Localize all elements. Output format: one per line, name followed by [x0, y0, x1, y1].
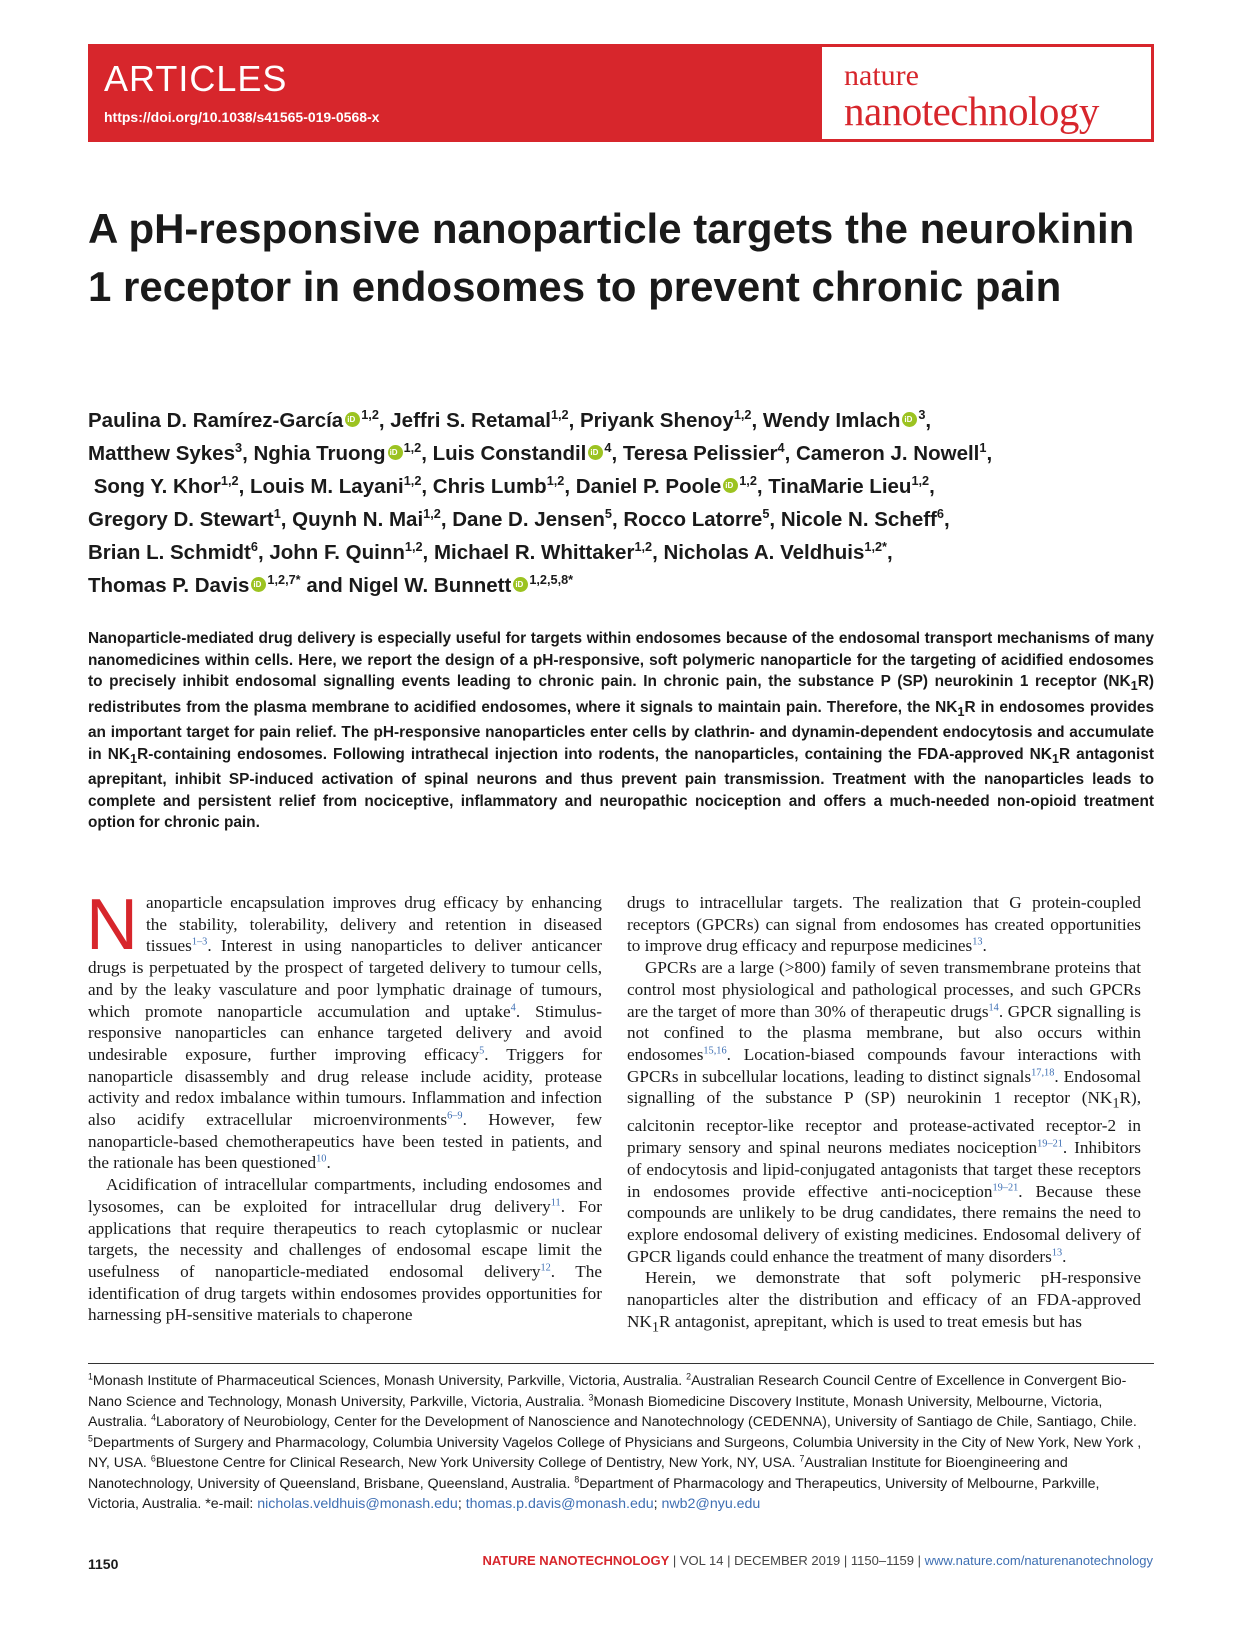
abstract-text: R-containing endosomes. Following intrathecal injection into rodents, the nanoparticles, containing the FDA-approved NK	[137, 745, 1052, 763]
body-paragraph	[627, 1267, 1141, 1339]
reference-link[interactable]: 15,16	[703, 1045, 727, 1057]
author-name[interactable]: , Michael R. Whittaker	[422, 541, 635, 564]
body-text: anoparticle encapsulation improves drug efficacy by enhancing the stability, tolerability, delivery and retention in diseased tissues	[146, 893, 602, 956]
author-affiliation: 1,2	[739, 473, 757, 489]
author-separator: ,	[929, 475, 935, 498]
author-name[interactable]: , Quynh N. Mai	[280, 508, 424, 531]
author-affiliation: 1,2	[404, 539, 423, 555]
reference-link[interactable]: 1–3	[191, 936, 208, 948]
subscript: 1	[651, 1319, 659, 1336]
body-text: . Stimulus-responsive nanoparticles can enhance targeted delivery and avoid undesirable exposure, further improving efficacy	[88, 1001, 603, 1064]
affiliation-text: Department of Pharmacology and Therapeutics, University of Melbourne, Parkville, Victoria, Australia. *e-mail:	[88, 1475, 1100, 1512]
author-name[interactable]: , Priyank Shenoy	[568, 409, 734, 432]
author-separator: ,	[986, 442, 993, 465]
section-label: ARTICLES	[104, 58, 288, 99]
abstract-text: R antagonist aprepitant, inhibit SP-induced activation of spinal neurons and thus prevent pain transmission. Treatment with the nanoparticles leads to complete and persistent relief from nociceptive, inflammatory and neuropathic nociception and offers a much-needed non-opioid treatment option for chronic pain.	[88, 745, 1154, 832]
reference-link[interactable]: 4	[510, 1001, 516, 1013]
email-link[interactable]: nwb2@nyu.edu	[661, 1496, 761, 1512]
footnote-divider	[88, 1363, 1154, 1364]
author-line	[88, 470, 1168, 503]
reference-link[interactable]: 17,18	[1031, 1066, 1055, 1078]
reference-link[interactable]: 19–21	[1037, 1138, 1063, 1150]
author-name[interactable]: , TinaMarie Lieu	[756, 475, 912, 498]
page-number: 1150	[88, 1556, 119, 1572]
affiliation-text: Laboratory of Neurobiology, Center for the Development of Nanoscience and Nanotechnology (CEDENNA), University of Santiago de Chile, Santiago, Chile.	[156, 1414, 1137, 1430]
author-affiliation: 6	[250, 539, 258, 555]
author-name[interactable]: , Nghia Truong	[242, 442, 386, 465]
body-text: R antagonist, aprepitant, which is used to treat emesis but has	[659, 1311, 1082, 1331]
author-affiliation: 3	[234, 440, 243, 456]
author-name[interactable]: , Rocco Latorre	[611, 508, 763, 531]
author-affiliation: 1,2	[403, 473, 422, 489]
body-text: Herein, we demonstrate that soft polymeric pH-responsive nanoparticles alter the distribution and efficacy of an FDA-approved NK	[627, 1268, 1141, 1331]
article-title: A pH-responsive nanoparticle targets the neurokinin 1 receptor in endosomes to prevent chronic pain	[88, 205, 1135, 310]
author-affiliation: 1,2	[423, 506, 441, 522]
author-name[interactable]: and Nigel W. Bunnett	[300, 574, 512, 597]
author-name[interactable]: Thomas P. Davis	[88, 574, 250, 597]
affiliation-text: Australian Research Council Centre of Excellence in Convergent Bio-Nano Science and Technology, Monash University, Parkville, Victoria, Australia.	[88, 1373, 1127, 1410]
reference-link[interactable]: 11	[550, 1197, 561, 1209]
journal-logo-line2: nanotechnology	[844, 88, 1099, 134]
author-affiliation: 1,2	[361, 407, 379, 423]
author-affiliation: 6	[936, 506, 944, 522]
author-name[interactable]: Gregory D. Stewart	[88, 508, 274, 531]
orcid-icon[interactable]	[723, 478, 738, 493]
orcid-icon[interactable]	[588, 445, 603, 460]
author-affiliation: 1,2	[911, 473, 930, 489]
journal-logo	[822, 47, 1151, 139]
subscript: 1	[1130, 678, 1138, 694]
author-affiliation: 5	[762, 506, 770, 522]
body-text: . Inhibitors of endocytosis and lipid-conjugated antagonists that target these receptors in endosomes provide effective anti-nociception	[627, 1138, 1141, 1201]
author-affiliation: 4	[777, 440, 785, 456]
author-name[interactable]: , Nicholas A. Veldhuis	[652, 541, 865, 564]
email-link[interactable]: thomas.p.davis@monash.edu	[465, 1496, 654, 1512]
orcid-icon[interactable]	[251, 577, 266, 592]
affiliation-number: 5	[88, 1432, 93, 1443]
footer-journal: NATURE NANOTECHNOLOGY	[482, 1553, 670, 1568]
body-text: R), calcitonin receptor-like receptor and protease-activated receptor-2 in primary sensory and spinal neurons mediates nociception	[627, 1088, 1141, 1158]
abstract	[88, 628, 1154, 834]
author-line	[88, 437, 1168, 470]
author-name[interactable]: , Teresa Pelissier	[611, 442, 778, 465]
body-paragraph	[627, 892, 1141, 957]
body-text: GPCRs are a large (>800) family of seven transmembrane proteins that control most physiological and pathological processes, and such GPCRs are the target of more than 30% of therapeutic drugs	[627, 958, 1141, 1021]
author-name[interactable]: , Dane D. Jensen	[440, 508, 605, 531]
body-column-left	[86, 885, 603, 1326]
author-affiliation: 3	[918, 407, 926, 423]
body-text: .	[982, 936, 987, 956]
subscript: 1	[1051, 750, 1060, 766]
body-text: . However, few nanoparticle-based chemotherapeutics have been tested in patients, and the rationale has been questioned	[88, 1110, 602, 1173]
reference-link[interactable]: 13	[972, 936, 983, 948]
body-text: . The identification of drug targets within endosomes provides opportunities for harnessing pH-sensitive materials to chaperone	[88, 1261, 602, 1325]
author-name[interactable]: , Chris Lumb	[421, 475, 547, 498]
author-affiliation: 4	[604, 440, 612, 456]
body-text: .	[1062, 1246, 1067, 1266]
author-name[interactable]: , Nicole N. Scheff	[769, 508, 937, 531]
author-name[interactable]: Brian L. Schmidt	[88, 541, 251, 564]
affiliation-text: Departments of Surgery and Pharmacology, Columbia University Vagelos College of Physicians and Surgeons, Columbia University in the City of New York, New York , NY, USA.	[88, 1434, 1142, 1471]
body-text: . GPCR signalling is not confined to the plasma membrane, but also occurs within endosomes	[627, 1001, 1141, 1064]
body-paragraph	[88, 1174, 602, 1326]
affiliation-number: 2	[686, 1371, 692, 1382]
body-text: . Triggers for nanoparticle disassembly and drug release include acidity, protease activity and redox imbalance within tumours. Inflammation and infection also acidify extracellular microenvironments	[88, 1044, 602, 1130]
author-name[interactable]: , Luis Constandil	[421, 442, 587, 465]
footer-journal-link[interactable]: www.nature.com/naturenanotechnology	[924, 1553, 1153, 1568]
reference-link[interactable]: 10	[316, 1153, 327, 1165]
drop-cap: N	[86, 885, 138, 965]
author-name[interactable]: , John F. Quinn	[257, 541, 405, 564]
author-affiliation: 1,2	[220, 473, 239, 489]
body-text: drugs to intracellular targets. The realization that G protein-coupled receptors (GPCRs) can signal from endosomes has created opportunities to improve drug efficacy and repurpose medicines	[627, 893, 1141, 956]
footer-citation	[482, 1553, 1153, 1568]
author-affiliation: 1,2	[403, 440, 422, 456]
body-text: . Endosomal signalling of the substance P (SP) neurokinin 1 receptor (NK	[627, 1066, 1141, 1108]
author-name[interactable]: Paulina D. Ramírez-García	[88, 409, 344, 432]
reference-link[interactable]: 19–21	[992, 1181, 1019, 1193]
body-text: . Location-biased compounds favour interactions with GPCRs in subcellular locations, leading to distinct signals	[627, 1044, 1141, 1086]
subscript: 1	[1112, 1095, 1120, 1112]
affiliation-text: Bluestone Centre for Clinical Research, New York University College of Dentistry, New York, NY, USA.	[155, 1455, 800, 1471]
author-name[interactable]: Song Y. Khor	[93, 475, 221, 498]
reference-link[interactable]: 6–9	[447, 1110, 463, 1122]
email-separator: ;	[457, 1496, 466, 1512]
author-name[interactable]: Matthew Sykes	[88, 442, 235, 465]
author-affiliation: 1,2	[550, 407, 569, 423]
author-separator: ,	[943, 508, 950, 531]
author-name[interactable]: , Cameron J. Nowell	[784, 442, 980, 465]
author-affiliation: 1,2,7*	[267, 572, 301, 588]
author-line	[88, 569, 1168, 602]
orcid-icon[interactable]	[345, 412, 360, 427]
affiliation-text: Monash Institute of Pharmaceutical Sciences, Monash University, Parkville, Victoria, Australia.	[92, 1373, 687, 1389]
author-affiliation: 1	[979, 440, 987, 456]
author-affiliation: 1,2	[546, 473, 565, 489]
journal-logo-line1: nature	[844, 59, 919, 92]
orcid-icon[interactable]	[513, 577, 528, 592]
author-line	[88, 404, 1168, 437]
doi-link[interactable]: https://doi.org/10.1038/s41565-019-0568-x	[104, 109, 380, 125]
reference-link[interactable]: 13	[1051, 1246, 1063, 1258]
abstract-text: R in endosomes provides an important target for pain relief. The pH-responsive nanoparticles enter cells by clathrin- and dynamin-dependent endocytosis and accumulate in NK	[88, 698, 1155, 763]
author-separator: ,	[925, 409, 932, 432]
footer-details: | VOL 14 | DECEMBER 2019 | 1150–1159 |	[669, 1553, 925, 1568]
abstract-text: Nanoparticle-mediated drug delivery is especially useful for targets within endosomes because of the endosomal transport mechanisms of many nanomedicines within cells. Here, we report the design of a pH-responsive, soft polymeric nanoparticle for the targeting of acidified endosomes to precisely inhibit endosomal signalling events leading to chronic pain. In chronic pain, the substance P (SP) neurokinin 1 receptor (NK	[88, 630, 1154, 690]
affiliation-number: 4	[151, 1412, 156, 1423]
author-affiliation: 1,2*	[864, 539, 887, 555]
reference-link[interactable]: 5	[479, 1045, 485, 1057]
body-text: . For applications that require therapeutics to reach cytoplasmic or nuclear targets, the necessity and challenges of endosomal escape limit the usefulness of nanoparticle-mediated endosomal delivery	[88, 1196, 602, 1281]
author-name[interactable]: , Jeffri S. Retamal	[378, 409, 551, 432]
affiliations	[88, 1371, 1154, 1515]
affiliation-number: 1	[88, 1371, 93, 1382]
affiliation-text: Australian Institute for Bioengineering and Nanotechnology, University of Queensland, Brisbane, Queensland, Australia.	[88, 1455, 1068, 1492]
affiliation-number: 8	[574, 1473, 580, 1484]
author-affiliation: 1,2	[733, 407, 752, 423]
author-name[interactable]: , Wendy Imlach	[751, 409, 901, 432]
body-paragraph	[627, 957, 1141, 1267]
body-column-right	[627, 892, 1141, 1339]
body-paragraph	[86, 885, 603, 1174]
author-name[interactable]: , Daniel P. Poole	[564, 475, 722, 498]
author-list	[88, 404, 1168, 602]
orcid-icon[interactable]	[388, 445, 403, 460]
author-name[interactable]: , Louis M. Layani	[238, 475, 404, 498]
author-line	[88, 536, 1168, 569]
body-text: . Interest in using nanoparticles to deliver anticancer drugs is perpetuated by the prospect of targeted delivery to tumour cells, and by the leaky vasculature and poor lymphatic drainage of tumours, which promote nanoparticle accumulation and uptake	[88, 936, 602, 1021]
affiliation-number: 3	[588, 1391, 594, 1402]
author-separator: ,	[887, 541, 893, 564]
body-text: . Because these compounds are unlikely to be drug candidates, there remains the need to explore endosomal delivery of existing medicines. Endosomal delivery of GPCR ligands could enhance the treatment of many disorders	[627, 1181, 1141, 1266]
author-line	[88, 503, 1168, 536]
email-link[interactable]: nicholas.veldhuis@monash.edu	[257, 1496, 458, 1512]
affiliation-text: Monash Biomedicine Discovery Institute, Monash University, Melbourne, Victoria, Australia.	[88, 1393, 1103, 1430]
orcid-icon[interactable]	[902, 412, 917, 427]
author-affiliation: 1,2,5,8*	[529, 572, 574, 588]
affiliation-number: 6	[150, 1453, 156, 1464]
reference-link[interactable]: 14	[988, 1001, 999, 1013]
reference-link[interactable]: 12	[540, 1262, 551, 1274]
abstract-text: R) redistributes from the plasma membrane to acidified endosomes, where it signals to maintain pain. Therefore, the NK	[88, 673, 1154, 716]
author-affiliation: 1,2	[634, 539, 653, 555]
author-affiliation: 1	[273, 506, 281, 522]
email-separator: ;	[653, 1496, 662, 1512]
body-text: .	[326, 1153, 331, 1173]
affiliation-number: 7	[799, 1453, 805, 1464]
author-affiliation: 5	[604, 506, 612, 522]
subscript: 1	[957, 703, 965, 719]
subscript: 1	[129, 750, 138, 766]
body-text: Acidification of intracellular compartments, including endosomes and lysosomes, can be exploited for intracellular drug delivery	[88, 1175, 602, 1216]
